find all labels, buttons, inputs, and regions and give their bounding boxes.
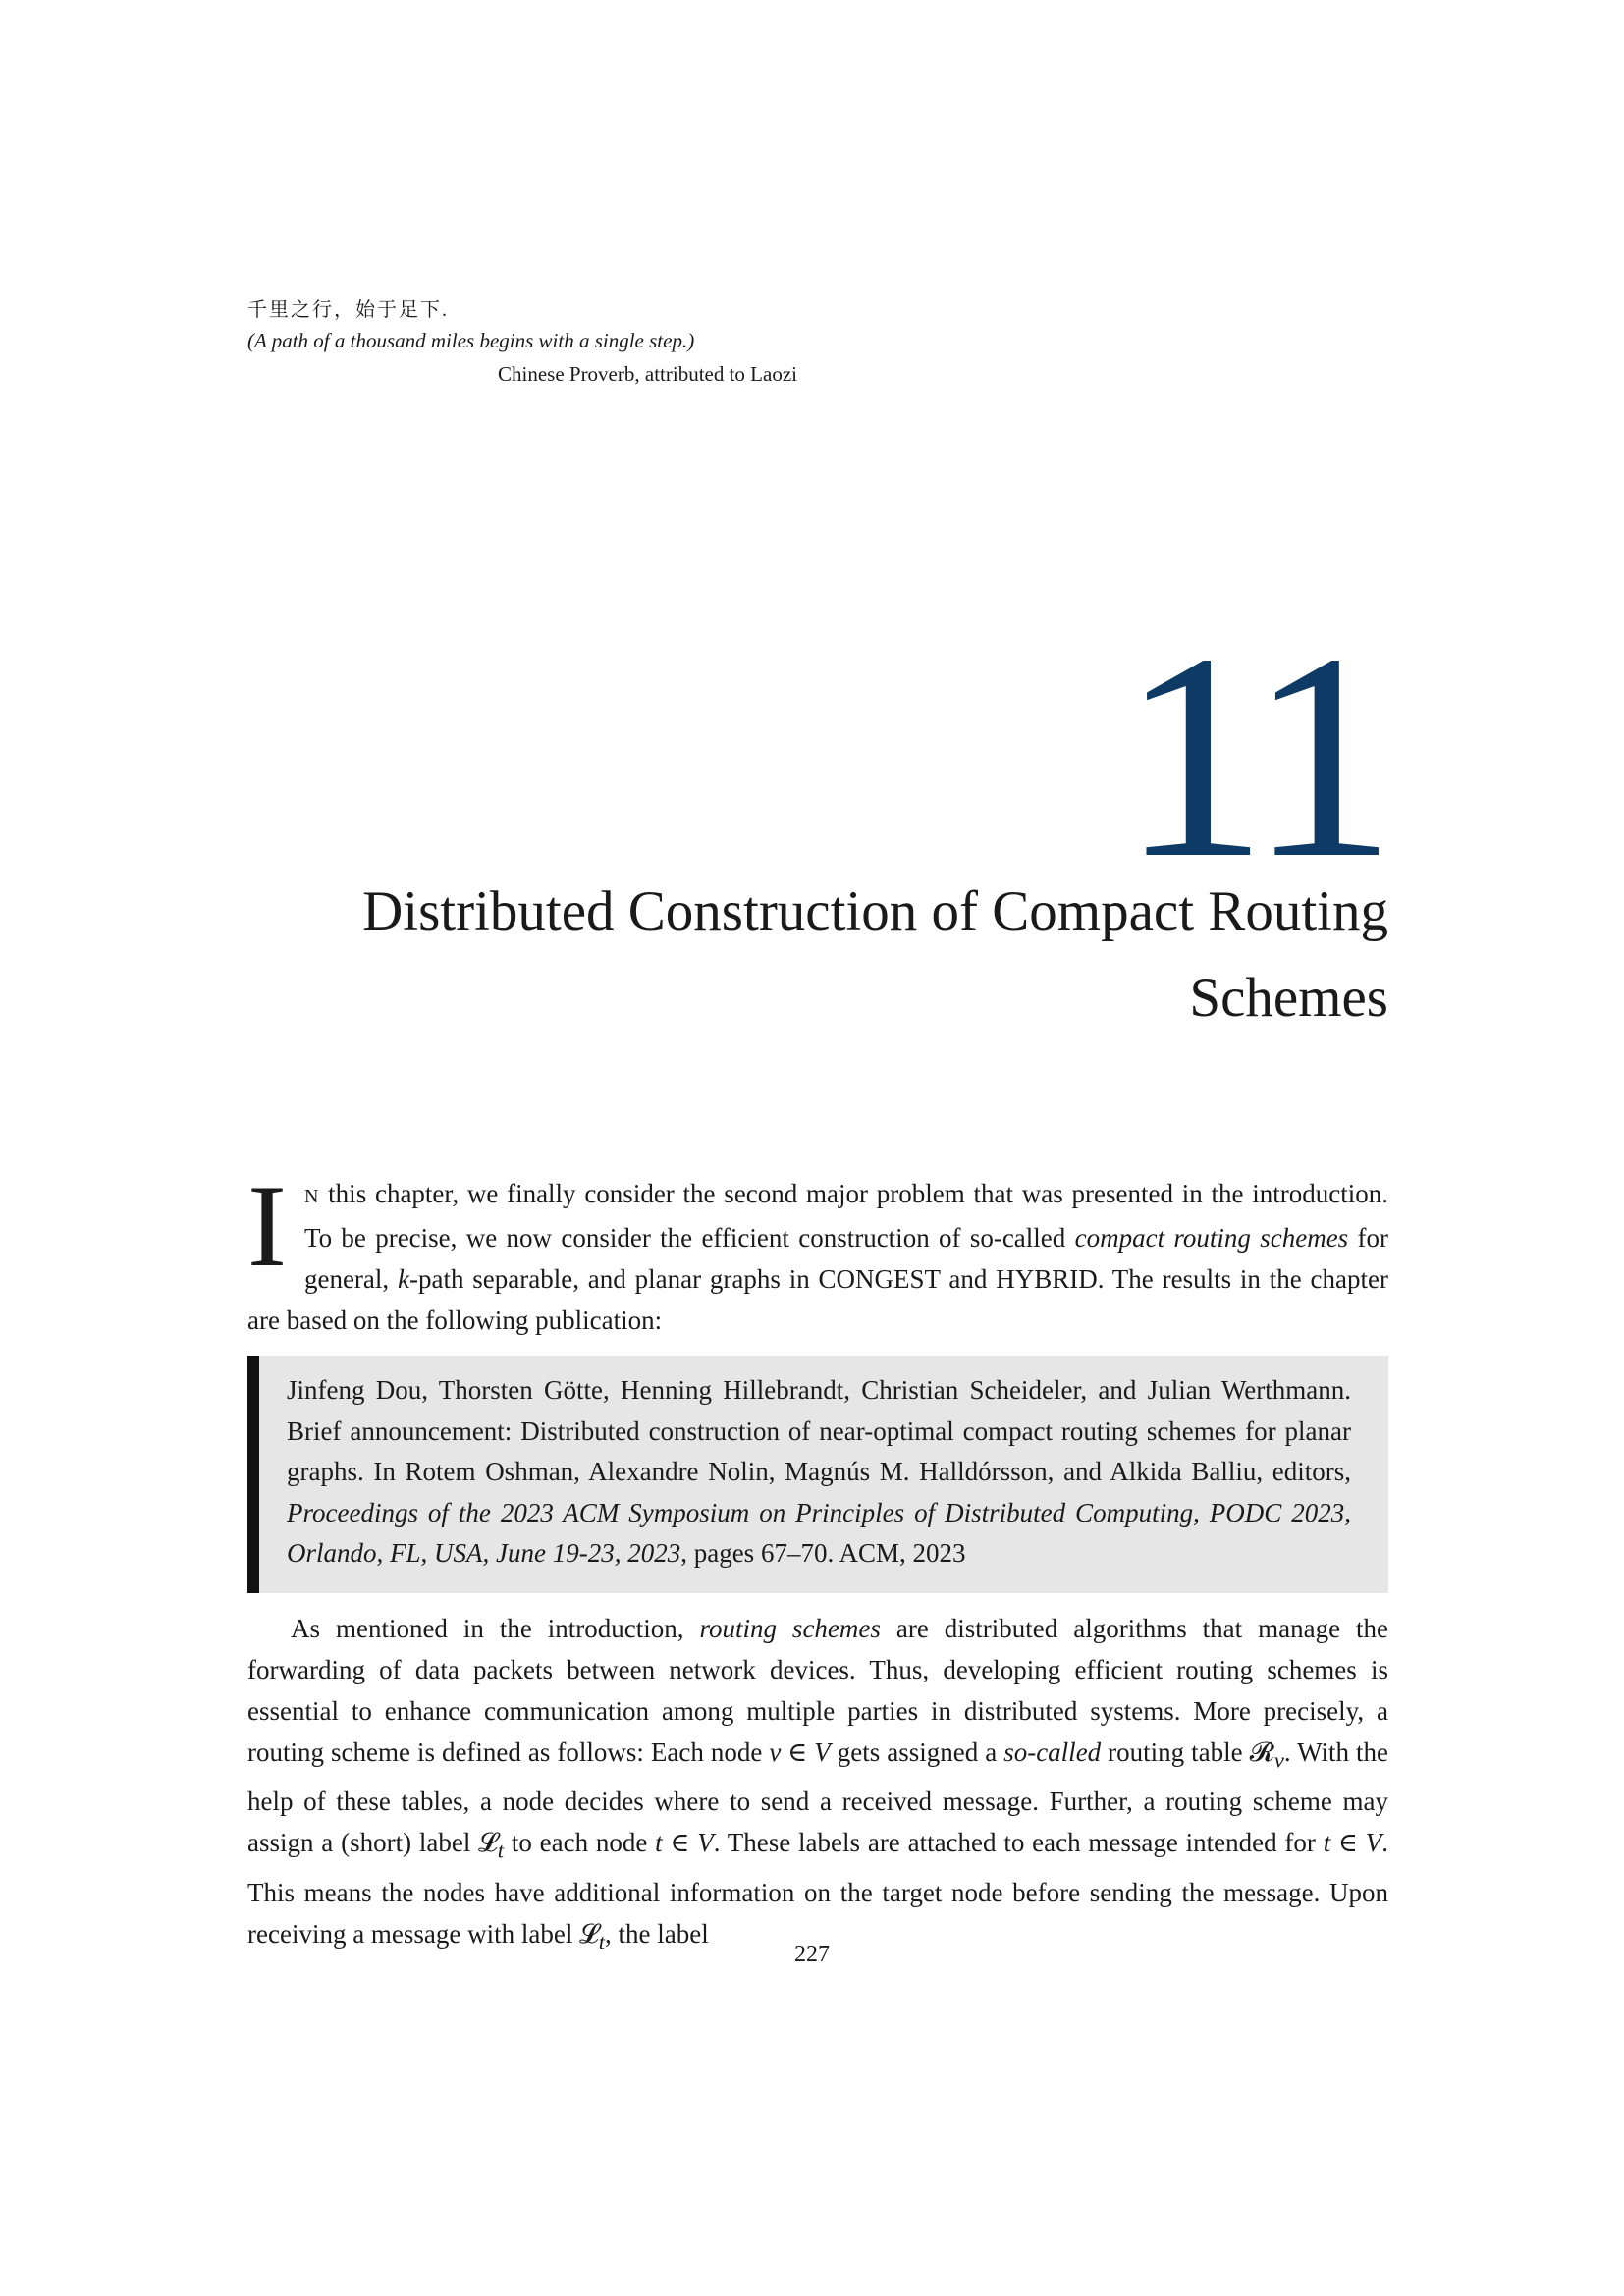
page-number: 227 — [794, 1942, 830, 1967]
math-subscript: t — [598, 1929, 606, 1954]
math-label: 𝓛 — [478, 1828, 498, 1858]
body-text: . These labels are attached to each message intended for — [713, 1828, 1324, 1858]
math-routing-table: 𝓡 — [1249, 1737, 1274, 1767]
body-text: . With the help of these tables, a node decides where to send a received message. Further, a routing scheme may assign a (short) label — [247, 1737, 1388, 1858]
math-expression: t ∈ V — [655, 1828, 714, 1858]
body-emphasis: routing schemes — [699, 1614, 881, 1643]
intro-emphasis: compact routing schemes — [1074, 1223, 1349, 1253]
intro-text-1: this chapter, we finally consider the second major problem that was presented in the introduction. To be precise, we now consider the efficient construction of so-called — [303, 1179, 1388, 1253]
citation-text-2: , pages 67–70. ACM, 2023 — [680, 1538, 966, 1568]
intro-text-2: for general, — [303, 1223, 1389, 1294]
epigraph-chinese: 千里之行，始于足下. — [247, 299, 449, 321]
body-text: As mentioned in the introduction, — [291, 1614, 700, 1643]
intro-math-k: k — [398, 1264, 409, 1294]
math-subscript: t — [497, 1838, 505, 1863]
body-text: routing table — [1101, 1737, 1250, 1767]
body-text: to each node — [504, 1828, 656, 1858]
epigraph-translation: (A path of a thousand miles begins with a single step.) — [247, 329, 695, 352]
math-expression: t ∈ V — [1323, 1828, 1382, 1858]
math-subscript: v — [1273, 1747, 1284, 1773]
math-expression: v ∈ V — [769, 1737, 831, 1767]
chapter-title: Distributed Construction of Compact Routing Schemes — [362, 881, 1388, 1029]
citation-venue: Proceedings of the 2023 ACM Symposium on Principles of Distributed Computing, PODC 2023, Orlando, FL, USA, June 19-23, 2023 — [287, 1497, 1351, 1568]
citation-text-1: Jinfeng Dou, Thorsten Götte, Henning Hillebrandt, Christian Scheideler, and Julian Werthmann. Brief announcement: Distributed construction of near-optimal compact routing schemes for planar graphs. In Rotem Oshman, Alexandre Nolin, Magnús M. Halldórsson, and Alkida Balliu, editors, — [287, 1375, 1351, 1486]
drop-cap: I — [247, 1160, 287, 1291]
body-text: are distributed algorithms that manage the forwarding of data packets between network devices. Thus, developing efficient routing schemes is essential to enhance communication among multiple parties in distributed systems. More precisely, a routing scheme is defined as follows: Each node — [247, 1614, 1388, 1767]
body-text: . This means the nodes have additional information on the target node before sending the message. Upon receiving a message with label — [247, 1828, 1389, 1949]
body-emphasis: so-called — [1003, 1737, 1102, 1767]
chapter-number: 11 — [1120, 593, 1388, 919]
intro-text-3: -path separable, and planar graphs in CONGEST and HYBRID. The results in the chapter are based on the following publication: — [247, 1264, 1388, 1335]
epigraph-attribution: Chinese Proverb, attributed to Laozi — [497, 362, 797, 386]
epigraph — [247, 294, 797, 391]
citation-box — [247, 1356, 1388, 1593]
math-label: 𝓛 — [579, 1918, 599, 1949]
intro-smallcap: N — [303, 1186, 320, 1207]
intro-paragraph — [247, 1160, 1389, 1341]
body-text: gets assigned a — [830, 1737, 1004, 1767]
body-paragraph — [247, 1608, 1388, 1962]
body-text: , the label — [605, 1918, 709, 1949]
